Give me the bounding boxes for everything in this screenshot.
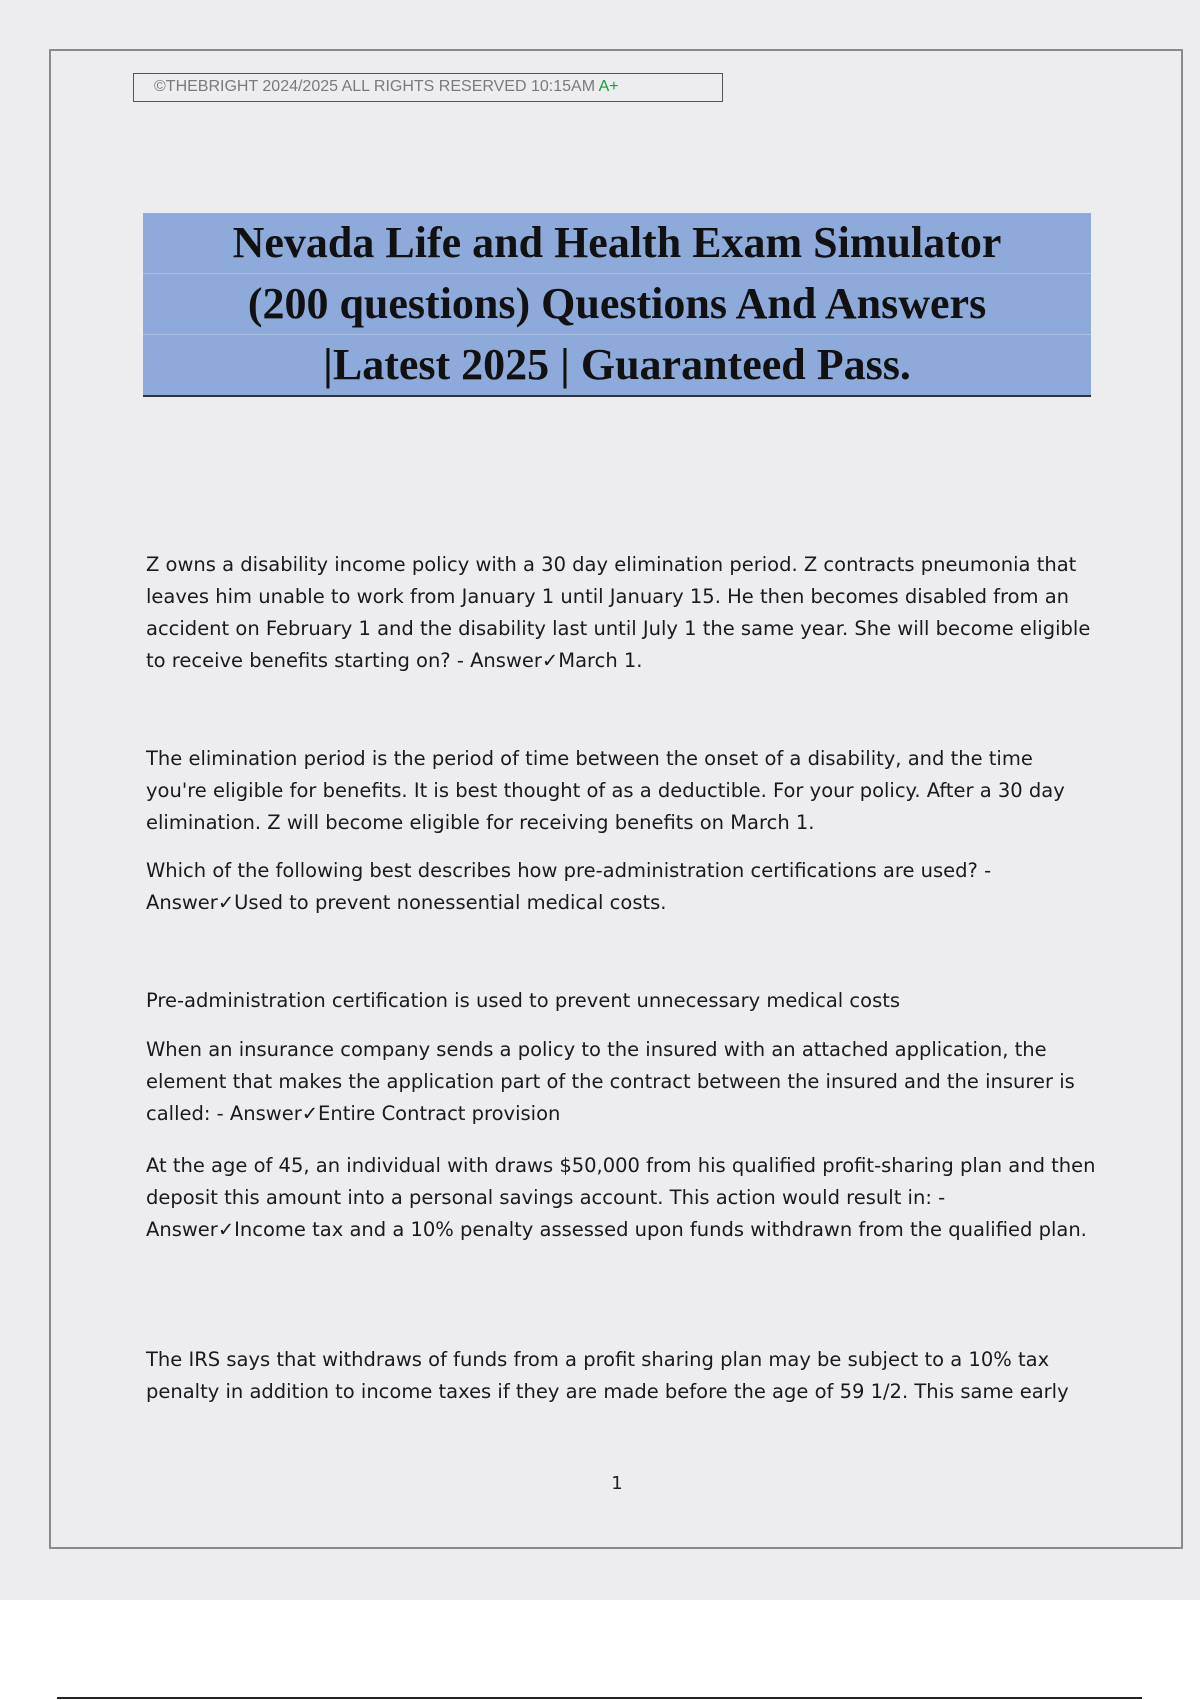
title-line-2: (200 questions) Questions And Answers: [143, 274, 1091, 335]
paragraph-4: Pre-administration certification is used to prevent unnecessary medical costs: [146, 989, 901, 1012]
grade-badge: A+: [598, 78, 619, 95]
question-disability-elimination: [146, 549, 1096, 677]
question-entire-contract: [146, 1034, 1096, 1130]
page-number: 1: [611, 1473, 623, 1494]
paragraph-7: The IRS says that withdraws of funds from a profit sharing plan may be subject to a 10% tax penalty in addition to income taxes if they are made before the age of 59 1/2. This same early: [146, 1348, 1069, 1403]
question-profit-sharing: [146, 1150, 1096, 1246]
paragraph-1: Z owns a disability income policy with a 30 day elimination period. Z contracts pneumonia that leaves him unable to work from January 1 until January 15. He then becomes disabled from an accident on February 1 and the disability last until July 1 the same year. She will become eligible to receive benefits starting on? - Answer✓March 1.: [146, 553, 1091, 672]
explanation-irs-penalty: [146, 1344, 1096, 1408]
paragraph-3: Which of the following best describes how pre-administration certifications are used? - Answer✓Used to prevent nonessential medical costs.: [146, 859, 992, 914]
paragraph-6: At the age of 45, an individual with draws $50,000 from his qualified profit-sharing plan and then deposit this amount into a personal savings account. This action would result in: - Answer✓Income tax and a 10% penalty assessed upon funds withdrawn from the qualified plan.: [146, 1154, 1096, 1241]
copyright-text: ©THEBRIGHT 2024/2025 ALL RIGHTS RESERVED 10:15AM: [154, 78, 596, 95]
bottom-divider: [57, 1697, 1142, 1699]
document-title: [143, 213, 1091, 397]
paragraph-5: When an insurance company sends a policy to the insured with an attached application, the element that makes the application part of the contract between the insured and the insurer is called: - Answer✓Entire Contract provision: [146, 1038, 1075, 1125]
explanation-pre-administration: [146, 985, 1096, 1017]
title-line-1: Nevada Life and Health Exam Simulator: [143, 213, 1091, 274]
copyright-header: [133, 73, 723, 102]
title-line-3: |Latest 2025 | Guaranteed Pass.: [323, 340, 911, 389]
question-pre-administration: [146, 855, 1096, 919]
explanation-elimination-period: [146, 743, 1096, 839]
paragraph-2: The elimination period is the period of time between the onset of a disability, and the time you're eligible for benefits. It is best thought of as a deductible. For your policy. After a 30 day elimination. Z will become eligible for receiving benefits on March 1.: [146, 747, 1065, 834]
